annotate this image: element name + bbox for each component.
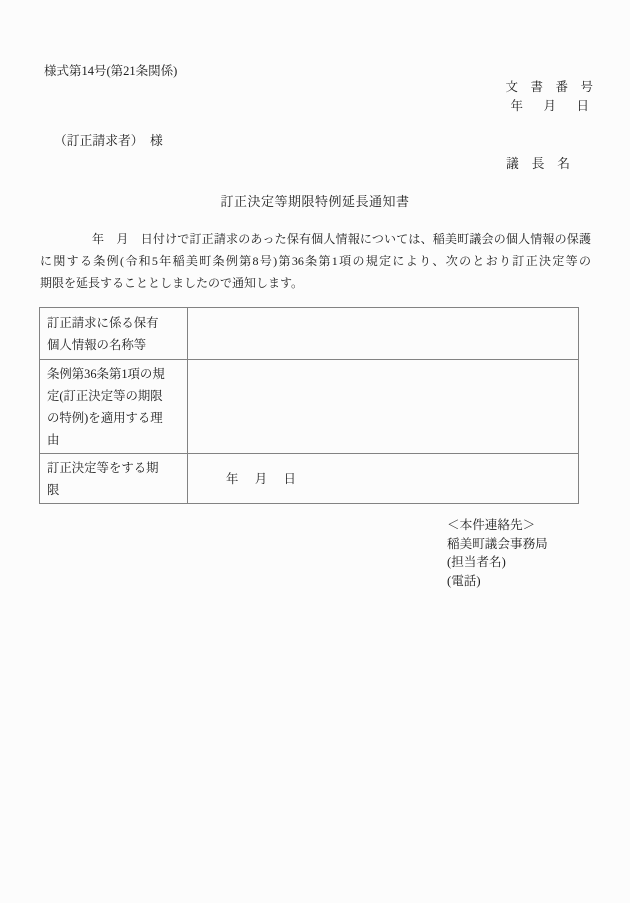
body-line: 期限を延長することとしましたので通知します。 <box>40 276 304 290</box>
table-row-deadline <box>40 454 579 504</box>
document-title: 訂正決定等期限特例延長通知書 <box>220 194 410 209</box>
row-label-held-info-name <box>40 308 188 360</box>
label-line: 訂正決定等をする期 <box>47 460 159 475</box>
doc-number-placeholder: 文 書 番 号 <box>505 80 593 94</box>
table-row-held-info-name <box>40 308 579 360</box>
table-row-reason <box>40 360 579 454</box>
label-line: 条例第36条第1項の規 <box>47 366 165 381</box>
form-table <box>39 307 579 504</box>
header-right-block <box>505 78 593 116</box>
row-value-deadline: 年 月 日 <box>188 454 579 504</box>
contact-heading: ＜本件連絡先＞ <box>447 518 536 532</box>
body-paragraph <box>40 228 591 294</box>
body-line: 年 月 日付けで訂正請求のあった保有個人情報については、稲美町議会の個人情報の保護 <box>92 232 591 246</box>
addressee: （訂正請求者） 様 <box>54 134 163 148</box>
label-line: 由 <box>47 432 60 447</box>
contact-person: (担当者名) <box>447 555 506 569</box>
contact-office: 稲美町議会事務局 <box>447 536 548 551</box>
label-line: 定(訂正決定等の期限 <box>47 388 163 403</box>
label-line: 訂正請求に係る保有 <box>47 315 159 330</box>
contact-phone: (電話) <box>447 573 481 588</box>
row-value-reason <box>188 360 579 454</box>
body-line: に関する条例(令和5年稲美町条例第8号)第36条第1項の規定により、次のとおり訂正決定等の <box>40 254 591 268</box>
row-label-reason <box>40 360 188 454</box>
row-value-held-info-name <box>188 308 579 360</box>
label-line: 個人情報の名称等 <box>47 337 147 352</box>
issuer-name: 議 長 名 <box>506 157 570 171</box>
row-label-deadline <box>40 454 188 504</box>
date-placeholder: 年 月 日 <box>510 99 593 113</box>
label-line: の特例)を適用する理 <box>47 410 163 425</box>
label-line: 限 <box>47 482 60 497</box>
form-number: 様式第14号(第21条関係) <box>44 64 178 78</box>
contact-block <box>447 516 548 590</box>
